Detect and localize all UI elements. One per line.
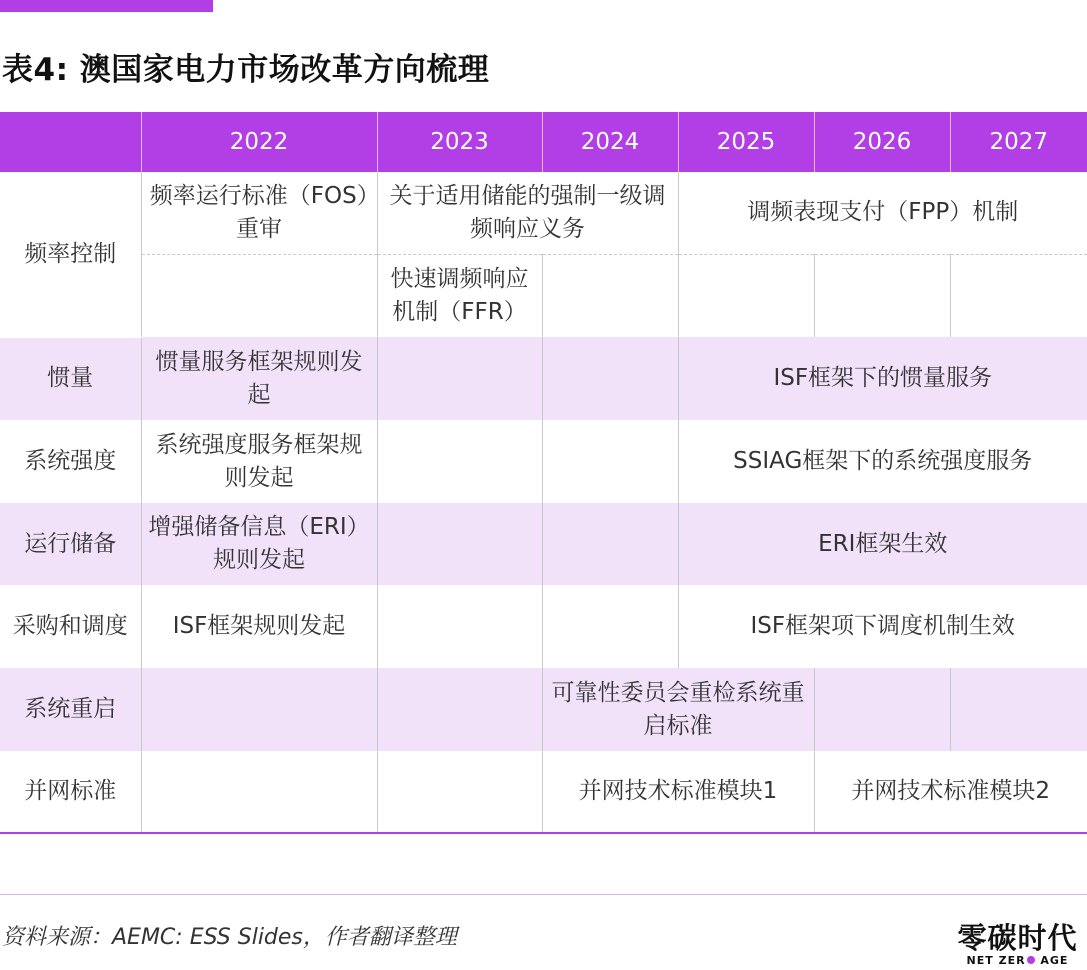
table-cell xyxy=(377,668,542,751)
table-cell xyxy=(542,585,678,668)
year-header: 2025 xyxy=(678,112,814,172)
table-row-procurement xyxy=(0,585,1087,668)
table-cell xyxy=(542,254,678,337)
table-cell: ERI框架生效 xyxy=(678,503,1087,585)
table-row-frequency-2 xyxy=(0,254,1087,337)
table-cell: 系统强度服务框架规则发起 xyxy=(141,420,377,503)
table-cell xyxy=(141,254,377,337)
logo-en-left: NET ZER xyxy=(966,954,1026,967)
logo-dot-icon xyxy=(1027,956,1035,964)
row-label: 频率控制 xyxy=(0,172,141,337)
table-cell xyxy=(950,668,1087,751)
table-cell xyxy=(377,337,542,420)
row-label: 惯量 xyxy=(0,337,141,420)
accent-bar xyxy=(0,0,213,12)
table-cell xyxy=(542,420,678,503)
logo-en-right: AGE xyxy=(1035,954,1069,967)
table-row-operating-reserve xyxy=(0,503,1087,585)
year-header: 2023 xyxy=(377,112,542,172)
row-label: 运行储备 xyxy=(0,503,141,585)
row-label: 采购和调度 xyxy=(0,585,141,668)
table-cell: ISF框架规则发起 xyxy=(141,585,377,668)
table-row-frequency xyxy=(0,172,1087,254)
row-label: 系统强度 xyxy=(0,420,141,503)
table-cell xyxy=(377,503,542,585)
source-note: 资料来源：AEMC: ESS Slides，作者翻译整理 xyxy=(2,925,457,950)
table-cell xyxy=(542,503,678,585)
table-cell xyxy=(377,585,542,668)
header-corner xyxy=(0,112,141,172)
table-cell xyxy=(678,254,814,337)
roadmap-table xyxy=(0,112,1087,834)
header-row xyxy=(0,112,1087,172)
table-cell: 频率运行标准（FOS）重审 xyxy=(141,172,377,254)
table-row-inertia xyxy=(0,337,1087,420)
table-row-system-restart xyxy=(0,668,1087,751)
table-cell: 关于适用储能的强制一级调频响应义务 xyxy=(377,172,678,254)
table-cell xyxy=(814,668,950,751)
year-header: 2027 xyxy=(950,112,1087,172)
table-cell xyxy=(377,751,542,833)
table-cell xyxy=(950,254,1087,337)
table-cell: ISF框架下的惯量服务 xyxy=(678,337,1087,420)
table-row-system-strength xyxy=(0,420,1087,503)
year-header: 2024 xyxy=(542,112,678,172)
table-cell xyxy=(377,420,542,503)
year-header: 2026 xyxy=(814,112,950,172)
table-cell xyxy=(814,254,950,337)
table-cell: 并网技术标准模块1 xyxy=(542,751,814,833)
table-cell: 惯量服务框架规则发起 xyxy=(141,337,377,420)
table-cell: 调频表现支付（FPP）机制 xyxy=(678,172,1087,254)
table-cell: 增强储备信息（ERI）规则发起 xyxy=(141,503,377,585)
table-cell xyxy=(141,668,377,751)
table-cell: 可靠性委员会重检系统重启标准 xyxy=(542,668,814,751)
page-title: 表4: 澳国家电力市场改革方向梳理 xyxy=(2,52,490,88)
row-label: 并网标准 xyxy=(0,751,141,833)
table-cell: ISF框架项下调度机制生效 xyxy=(678,585,1087,668)
table-cell: 并网技术标准模块2 xyxy=(814,751,1087,833)
table-cell: SSIAG框架下的系统强度服务 xyxy=(678,420,1087,503)
table-row-grid-standard xyxy=(0,751,1087,833)
row-label: 系统重启 xyxy=(0,668,141,751)
logo-text-cn: 零碳时代 xyxy=(957,921,1078,955)
table-cell: 快速调频响应机制（FFR） xyxy=(377,254,542,337)
footer-divider xyxy=(0,894,1087,895)
year-header: 2022 xyxy=(141,112,377,172)
table-cell xyxy=(141,751,377,833)
brand-logo xyxy=(955,922,1080,968)
table-cell xyxy=(542,337,678,420)
logo-text-en xyxy=(955,954,1080,968)
